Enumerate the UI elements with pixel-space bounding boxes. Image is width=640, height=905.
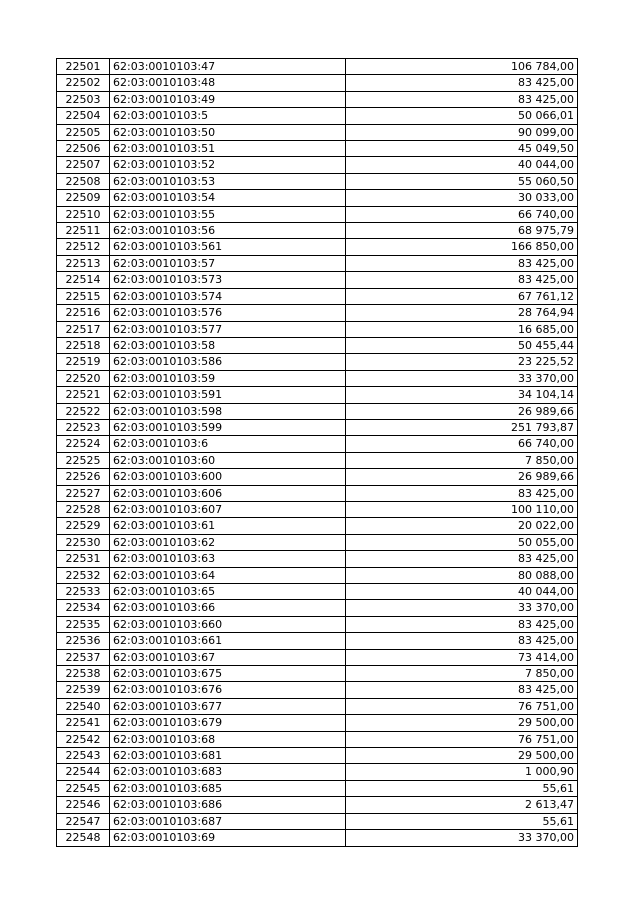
value-cell: 26 989,66 [346, 469, 578, 485]
row-number-cell: 22521 [57, 387, 110, 403]
cadastral-number-cell: 62:03:0010103:577 [110, 321, 346, 337]
row-number-cell: 22531 [57, 551, 110, 567]
cadastral-number-cell: 62:03:0010103:675 [110, 666, 346, 682]
value-cell: 67 761,12 [346, 288, 578, 304]
value-cell: 68 975,79 [346, 223, 578, 239]
row-number-cell: 22520 [57, 370, 110, 386]
cadastral-number-cell: 62:03:0010103:53 [110, 173, 346, 189]
table-row [57, 731, 578, 747]
table-row [57, 255, 578, 271]
cadastral-number-cell: 62:03:0010103:591 [110, 387, 346, 403]
value-cell: 166 850,00 [346, 239, 578, 255]
table-row [57, 649, 578, 665]
cadastral-number-cell: 62:03:0010103:686 [110, 797, 346, 813]
table-body [57, 59, 578, 847]
data-table [56, 58, 578, 847]
value-cell: 45 049,50 [346, 141, 578, 157]
cadastral-number-cell: 62:03:0010103:58 [110, 337, 346, 353]
table-row [57, 206, 578, 222]
value-cell: 90 099,00 [346, 124, 578, 140]
value-cell: 7 850,00 [346, 452, 578, 468]
row-number-cell: 22523 [57, 419, 110, 435]
cadastral-number-cell: 62:03:0010103:67 [110, 649, 346, 665]
row-number-cell: 22542 [57, 731, 110, 747]
cadastral-number-cell: 62:03:0010103:50 [110, 124, 346, 140]
table-row [57, 666, 578, 682]
value-cell: 83 425,00 [346, 616, 578, 632]
value-cell: 16 685,00 [346, 321, 578, 337]
row-number-cell: 22540 [57, 698, 110, 714]
cadastral-number-cell: 62:03:0010103:683 [110, 764, 346, 780]
value-cell: 55,61 [346, 813, 578, 829]
table-row [57, 682, 578, 698]
cadastral-number-cell: 62:03:0010103:62 [110, 534, 346, 550]
row-number-cell: 22517 [57, 321, 110, 337]
value-cell: 251 793,87 [346, 419, 578, 435]
row-number-cell: 22539 [57, 682, 110, 698]
cadastral-number-cell: 62:03:0010103:687 [110, 813, 346, 829]
table-row [57, 534, 578, 550]
row-number-cell: 22507 [57, 157, 110, 173]
table-row [57, 584, 578, 600]
value-cell: 83 425,00 [346, 91, 578, 107]
row-number-cell: 22534 [57, 600, 110, 616]
row-number-cell: 22527 [57, 485, 110, 501]
row-number-cell: 22537 [57, 649, 110, 665]
row-number-cell: 22538 [57, 666, 110, 682]
cadastral-number-cell: 62:03:0010103:47 [110, 59, 346, 75]
table-row [57, 616, 578, 632]
cadastral-number-cell: 62:03:0010103:574 [110, 288, 346, 304]
row-number-cell: 22518 [57, 337, 110, 353]
row-number-cell: 22505 [57, 124, 110, 140]
table-row [57, 469, 578, 485]
table-row [57, 173, 578, 189]
table-row [57, 288, 578, 304]
table-row [57, 75, 578, 91]
cadastral-number-cell: 62:03:0010103:685 [110, 780, 346, 796]
row-number-cell: 22532 [57, 567, 110, 583]
value-cell: 30 033,00 [346, 190, 578, 206]
table-row [57, 157, 578, 173]
value-cell: 83 425,00 [346, 485, 578, 501]
cadastral-number-cell: 62:03:0010103:676 [110, 682, 346, 698]
cadastral-number-cell: 62:03:0010103:586 [110, 354, 346, 370]
table-row [57, 780, 578, 796]
table-row [57, 305, 578, 321]
value-cell: 100 110,00 [346, 501, 578, 517]
row-number-cell: 22501 [57, 59, 110, 75]
row-number-cell: 22546 [57, 797, 110, 813]
table-row [57, 387, 578, 403]
row-number-cell: 22530 [57, 534, 110, 550]
cadastral-number-cell: 62:03:0010103:54 [110, 190, 346, 206]
cadastral-number-cell: 62:03:0010103:68 [110, 731, 346, 747]
value-cell: 76 751,00 [346, 731, 578, 747]
cadastral-number-cell: 62:03:0010103:661 [110, 633, 346, 649]
table-row [57, 797, 578, 813]
row-number-cell: 22528 [57, 501, 110, 517]
row-number-cell: 22545 [57, 780, 110, 796]
cadastral-number-cell: 62:03:0010103:56 [110, 223, 346, 239]
table-row [57, 354, 578, 370]
value-cell: 40 044,00 [346, 584, 578, 600]
row-number-cell: 22536 [57, 633, 110, 649]
row-number-cell: 22544 [57, 764, 110, 780]
value-cell: 73 414,00 [346, 649, 578, 665]
row-number-cell: 22525 [57, 452, 110, 468]
row-number-cell: 22511 [57, 223, 110, 239]
row-number-cell: 22522 [57, 403, 110, 419]
value-cell: 26 989,66 [346, 403, 578, 419]
cadastral-number-cell: 62:03:0010103:64 [110, 567, 346, 583]
row-number-cell: 22504 [57, 108, 110, 124]
value-cell: 83 425,00 [346, 682, 578, 698]
table-row [57, 190, 578, 206]
table-row [57, 830, 578, 846]
table-row [57, 698, 578, 714]
cadastral-number-cell: 62:03:0010103:600 [110, 469, 346, 485]
cadastral-number-cell: 62:03:0010103:49 [110, 91, 346, 107]
value-cell: 55 060,50 [346, 173, 578, 189]
row-number-cell: 22533 [57, 584, 110, 600]
row-number-cell: 22502 [57, 75, 110, 91]
value-cell: 83 425,00 [346, 255, 578, 271]
cadastral-number-cell: 62:03:0010103:59 [110, 370, 346, 386]
cadastral-number-cell: 62:03:0010103:61 [110, 518, 346, 534]
value-cell: 29 500,00 [346, 748, 578, 764]
value-cell: 66 740,00 [346, 436, 578, 452]
table-row [57, 321, 578, 337]
value-cell: 106 784,00 [346, 59, 578, 75]
value-cell: 23 225,52 [346, 354, 578, 370]
cadastral-number-cell: 62:03:0010103:63 [110, 551, 346, 567]
row-number-cell: 22516 [57, 305, 110, 321]
value-cell: 66 740,00 [346, 206, 578, 222]
table-row [57, 452, 578, 468]
value-cell: 2 613,47 [346, 797, 578, 813]
table-row [57, 337, 578, 353]
value-cell: 33 370,00 [346, 830, 578, 846]
table-row [57, 551, 578, 567]
table-row [57, 764, 578, 780]
cadastral-number-cell: 62:03:0010103:60 [110, 452, 346, 468]
table-row [57, 370, 578, 386]
table-row [57, 436, 578, 452]
table-row [57, 485, 578, 501]
cadastral-number-cell: 62:03:0010103:677 [110, 698, 346, 714]
value-cell: 20 022,00 [346, 518, 578, 534]
cadastral-number-cell: 62:03:0010103:599 [110, 419, 346, 435]
cadastral-number-cell: 62:03:0010103:606 [110, 485, 346, 501]
value-cell: 80 088,00 [346, 567, 578, 583]
table-row [57, 715, 578, 731]
table-row [57, 403, 578, 419]
table-row [57, 108, 578, 124]
row-number-cell: 22526 [57, 469, 110, 485]
row-number-cell: 22519 [57, 354, 110, 370]
cadastral-number-cell: 62:03:0010103:598 [110, 403, 346, 419]
table-row [57, 124, 578, 140]
table-row [57, 59, 578, 75]
table-row [57, 419, 578, 435]
cadastral-number-cell: 62:03:0010103:65 [110, 584, 346, 600]
table-row [57, 239, 578, 255]
cadastral-number-cell: 62:03:0010103:573 [110, 272, 346, 288]
cadastral-number-cell: 62:03:0010103:57 [110, 255, 346, 271]
table-row [57, 272, 578, 288]
value-cell: 76 751,00 [346, 698, 578, 714]
cadastral-number-cell: 62:03:0010103:607 [110, 501, 346, 517]
value-cell: 1 000,90 [346, 764, 578, 780]
cadastral-number-cell: 62:03:0010103:561 [110, 239, 346, 255]
row-number-cell: 22541 [57, 715, 110, 731]
row-number-cell: 22503 [57, 91, 110, 107]
row-number-cell: 22506 [57, 141, 110, 157]
row-number-cell: 22529 [57, 518, 110, 534]
table-row [57, 748, 578, 764]
cadastral-number-cell: 62:03:0010103:66 [110, 600, 346, 616]
row-number-cell: 22547 [57, 813, 110, 829]
cadastral-number-cell: 62:03:0010103:51 [110, 141, 346, 157]
row-number-cell: 22514 [57, 272, 110, 288]
value-cell: 33 370,00 [346, 370, 578, 386]
row-number-cell: 22508 [57, 173, 110, 189]
table-row [57, 633, 578, 649]
cadastral-number-cell: 62:03:0010103:576 [110, 305, 346, 321]
row-number-cell: 22548 [57, 830, 110, 846]
cadastral-number-cell: 62:03:0010103:679 [110, 715, 346, 731]
table-row [57, 518, 578, 534]
value-cell: 40 044,00 [346, 157, 578, 173]
table-row [57, 141, 578, 157]
row-number-cell: 22512 [57, 239, 110, 255]
row-number-cell: 22543 [57, 748, 110, 764]
row-number-cell: 22509 [57, 190, 110, 206]
value-cell: 83 425,00 [346, 272, 578, 288]
value-cell: 83 425,00 [346, 75, 578, 91]
cadastral-number-cell: 62:03:0010103:48 [110, 75, 346, 91]
value-cell: 50 055,00 [346, 534, 578, 550]
cadastral-number-cell: 62:03:0010103:5 [110, 108, 346, 124]
value-cell: 33 370,00 [346, 600, 578, 616]
value-cell: 55,61 [346, 780, 578, 796]
value-cell: 50 066,01 [346, 108, 578, 124]
cadastral-number-cell: 62:03:0010103:6 [110, 436, 346, 452]
table-row [57, 600, 578, 616]
table-row [57, 501, 578, 517]
value-cell: 29 500,00 [346, 715, 578, 731]
row-number-cell: 22510 [57, 206, 110, 222]
table-row [57, 813, 578, 829]
table-row [57, 223, 578, 239]
cadastral-number-cell: 62:03:0010103:52 [110, 157, 346, 173]
value-cell: 28 764,94 [346, 305, 578, 321]
row-number-cell: 22513 [57, 255, 110, 271]
cadastral-number-cell: 62:03:0010103:69 [110, 830, 346, 846]
row-number-cell: 22524 [57, 436, 110, 452]
row-number-cell: 22515 [57, 288, 110, 304]
table-row [57, 91, 578, 107]
value-cell: 50 455,44 [346, 337, 578, 353]
cadastral-number-cell: 62:03:0010103:681 [110, 748, 346, 764]
value-cell: 83 425,00 [346, 551, 578, 567]
cadastral-number-cell: 62:03:0010103:660 [110, 616, 346, 632]
value-cell: 7 850,00 [346, 666, 578, 682]
value-cell: 34 104,14 [346, 387, 578, 403]
cadastral-number-cell: 62:03:0010103:55 [110, 206, 346, 222]
value-cell: 83 425,00 [346, 633, 578, 649]
table-row [57, 567, 578, 583]
row-number-cell: 22535 [57, 616, 110, 632]
